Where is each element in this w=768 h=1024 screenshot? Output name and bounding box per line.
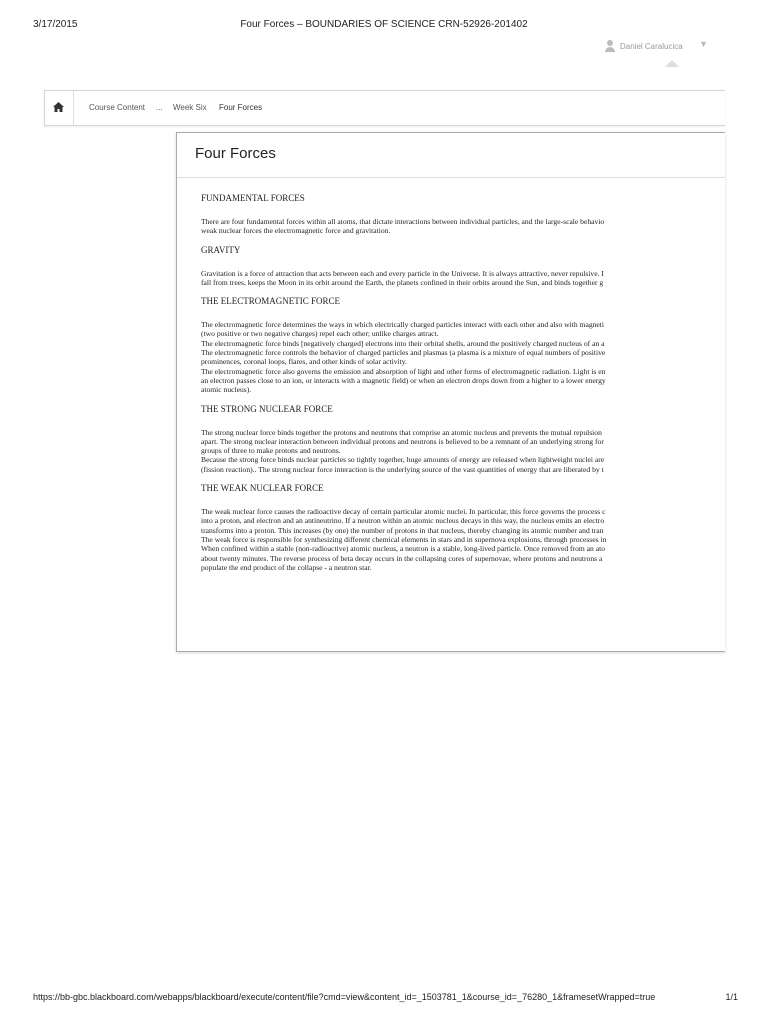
text-line: Because the strong force binds nuclear particles so tightly together, huge amounts of energy are released when lightweight nuclei are [201,455,605,465]
text-line: The weak force is responsible for synthesizing different chemical elements in stars and in supernova explosions, through processes in [201,534,607,544]
print-title: Four Forces – BOUNDARIES OF SCIENCE CRN-52926-201402 [240,19,528,30]
home-button[interactable] [45,91,74,125]
text-line: into a proton, and electron and an antineutrino. If a neutron within an atomic nucleus decays in this way, the nucleus emits an electro [201,516,605,526]
section-heading-strong: THE STRONG NUCLEAR FORCE [201,403,333,414]
print-url: https://bb-gbc.blackboard.com/webapps/blackboard/execute/content/file?cmd=view&content_id=_1503781_1&course_id=_76280_1&framesetWrapped=true [33,992,656,1002]
text-line: about twenty minutes. The reverse process of beta decay occurs in the collapsing cores of supernovae, where protons and neutrons a [201,553,603,563]
user-icon [604,40,616,52]
text-line: Gravitation is a force of attraction that acts between each and every particle in the Universe. It is always attractive, never repulsive. I [201,268,604,278]
page-title: Four Forces [195,145,276,162]
text-line: fall from trees, keeps the Moon in its orbit around the Earth, the planets confined in their orbits around the Sun, and binds together g [201,277,604,287]
breadcrumb-week-six[interactable]: Week Six [173,103,207,112]
menu-pointer [665,60,679,67]
text-line: an electron passes close to an ion, or interacts with a magnetic field) or when an electron drops down from a higher to a lower energy [201,375,606,385]
text-line: The electromagnetic force binds [negatively charged] electrons into their orbital shells, around the positively charged nucleus of an a [201,338,605,348]
text-line: populate the end product of the collapse - a neutron star. [201,562,372,572]
text-line: apart. The strong nuclear interaction between individual protons and neutrons is believed to be a remnant of an underlying strong for [201,436,604,446]
section-paragraph [201,507,725,572]
section-paragraph [201,217,725,236]
section-heading-weak: THE WEAK NUCLEAR FORCE [201,483,324,494]
print-date: 3/17/2015 [33,19,78,30]
text-line: weak nuclear forces the electromagnetic force and gravitation. [201,226,391,236]
text-line: The weak nuclear force causes the radioactive decay of certain particular atomic nuclei. In particular, this force governs the process c [201,507,606,517]
breadcrumb-course-content[interactable]: Course Content [89,103,146,112]
section-paragraph [201,428,725,474]
text-line: prominences, coronal loops, flares, and other kinds of solar activity. [201,357,407,367]
content-panel [176,132,725,652]
text-line: The electromagnetic force controls the behavior of charged particles and plasmas (a plasma is a mixture of equal numbers of positive [201,348,606,358]
text-line: transforms into a proton. This increases (by one) the number of protons in that nucleus, thereby changing its atomic number and tran [201,525,604,535]
print-header [0,0,768,30]
text-line: (two positive or two negative charges) repel each other; unlike charges attract. [201,329,439,339]
breadcrumb [44,90,725,126]
user-name: Daniel Caralucica [620,41,683,51]
text-line: When confined within a stable (non-radioactive) atomic nucleus, a neutron is a stable, long-lived particle. Once removed from an ato [201,544,606,554]
breadcrumb-ellipsis[interactable]: ... [156,103,163,112]
text-line: The electromagnetic force also governs the emission and absorption of light and other forms of electromagnetic radiation. Light is en [201,366,606,376]
print-footer [0,992,768,1006]
home-icon [53,102,64,112]
panel-header [177,133,725,178]
breadcrumb-current: Four Forces [219,103,263,112]
text-line: groups of three to make protons and neutrons. [201,446,341,456]
text-line: The electromagnetic force determines the ways in which electrically charged particles interact with each other and also with magneti [201,320,605,330]
chevron-down-icon[interactable]: ▼ [699,39,708,49]
text-line: There are four fundamental forces within all atoms, that dictate interactions between individual particles, and the large-scale behavio [201,217,605,226]
article-body [201,193,725,581]
section-heading-electromagnetic: THE ELECTROMAGNETIC FORCE [201,296,340,307]
section-heading-gravity: GRAVITY [201,244,241,255]
user-menu[interactable] [604,38,683,54]
section-paragraph [201,320,725,394]
print-page-number: 1/1 [725,992,738,1002]
section-paragraph [201,269,725,288]
text-line: (fission reaction).. The strong nuclear force interaction is the underlying source of the vast quantities of energy that are liberated by t [201,464,604,474]
section-heading-fundamental: FUNDAMENTAL FORCES [201,193,305,203]
text-line: The strong nuclear force binds together the protons and neutrons that comprise an atomic nucleus and prevents the mutual repulsion [201,427,602,437]
text-line: atomic nucleus). [201,385,252,395]
